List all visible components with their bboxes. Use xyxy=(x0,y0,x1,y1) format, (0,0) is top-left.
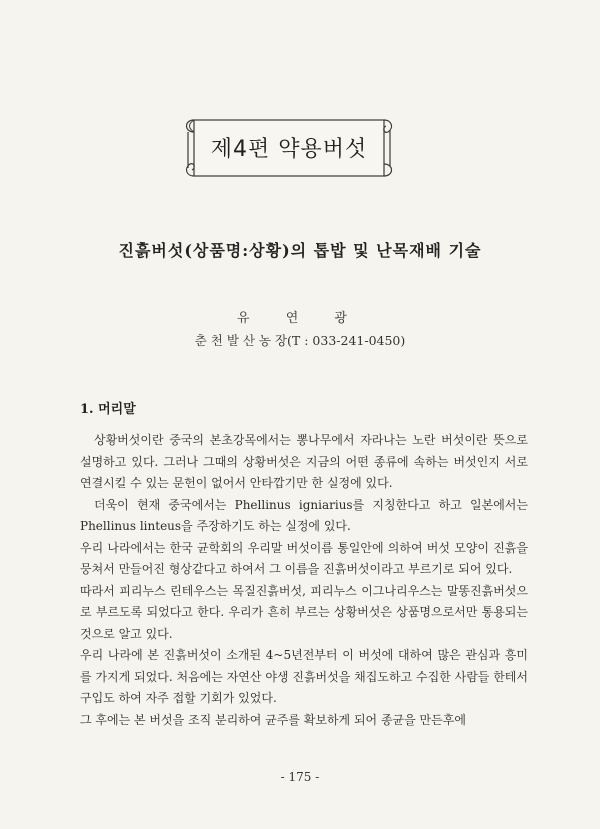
part-title: 제4편 약용버섯 xyxy=(210,136,368,162)
page-number: - 175 - xyxy=(280,770,320,784)
paragraph: 우리 나라에 본 진흙버섯이 소개된 4~5년전부터 이 버섯에 대하여 많은 관심과 흥미를 가지게 되었다. 처음에는 자연산 야생 진흙버섯을 채집도하고 수집한 사람들 한테서 구입도 하여 자주 접할 기회가 있었다. xyxy=(80,648,528,705)
paragraph: 우리 나라에서는 한국 균학회의 우리말 버섯이름 통일안에 의하여 버섯 모양이 진흙을 뭉쳐서 만들어진 형상같다고 하여서 그 이름을 진흙버섯이라고 부르기로 되어 있다. xyxy=(80,540,528,576)
body-text xyxy=(80,430,528,731)
paragraph: 상황버섯이란 중국의 본초강목에서는 뽕나무에서 자라나는 노란 버섯이란 뜻으로 설명하고 있다. 그러나 그때의 상황버섯은 지금의 어떤 종류에 속하는 버섯인지 서로 연결시킬 수 있는 문헌이 없어서 안타깝기만 한 실정에 있다. xyxy=(80,433,528,490)
author-name: 유 연 광 xyxy=(237,311,363,326)
section-heading: 1. 머리말 xyxy=(80,402,136,417)
article-title: 진흙버섯(상품명:상황)의 톱밥 및 난목재배 기술 xyxy=(118,241,482,260)
part-banner xyxy=(180,112,398,184)
paragraph: 더욱이 현재 중국에서는 Phellinus igniarius를 지칭한다고 하고 일본에서는 Phellinus linteus을 주장하기도 하는 실정에 있다. xyxy=(80,497,528,533)
author-affiliation: 춘 천 발 산 농 장(T : 033-241-0450) xyxy=(194,333,406,348)
paragraph: 따라서 피리누스 린테우스는 목질진흙버섯, 피리누스 이그나리우스는 말똥진흙버섯으로 부르도록 되었다고 한다. 우리가 흔히 부르는 상황버섯은 상품명으로서만 통용되는 것으로 알고 있다. xyxy=(80,583,528,641)
paragraph: 그 후에는 본 버섯을 조직 분리하여 균주를 확보하게 되어 종균을 만든후에 xyxy=(80,712,466,727)
